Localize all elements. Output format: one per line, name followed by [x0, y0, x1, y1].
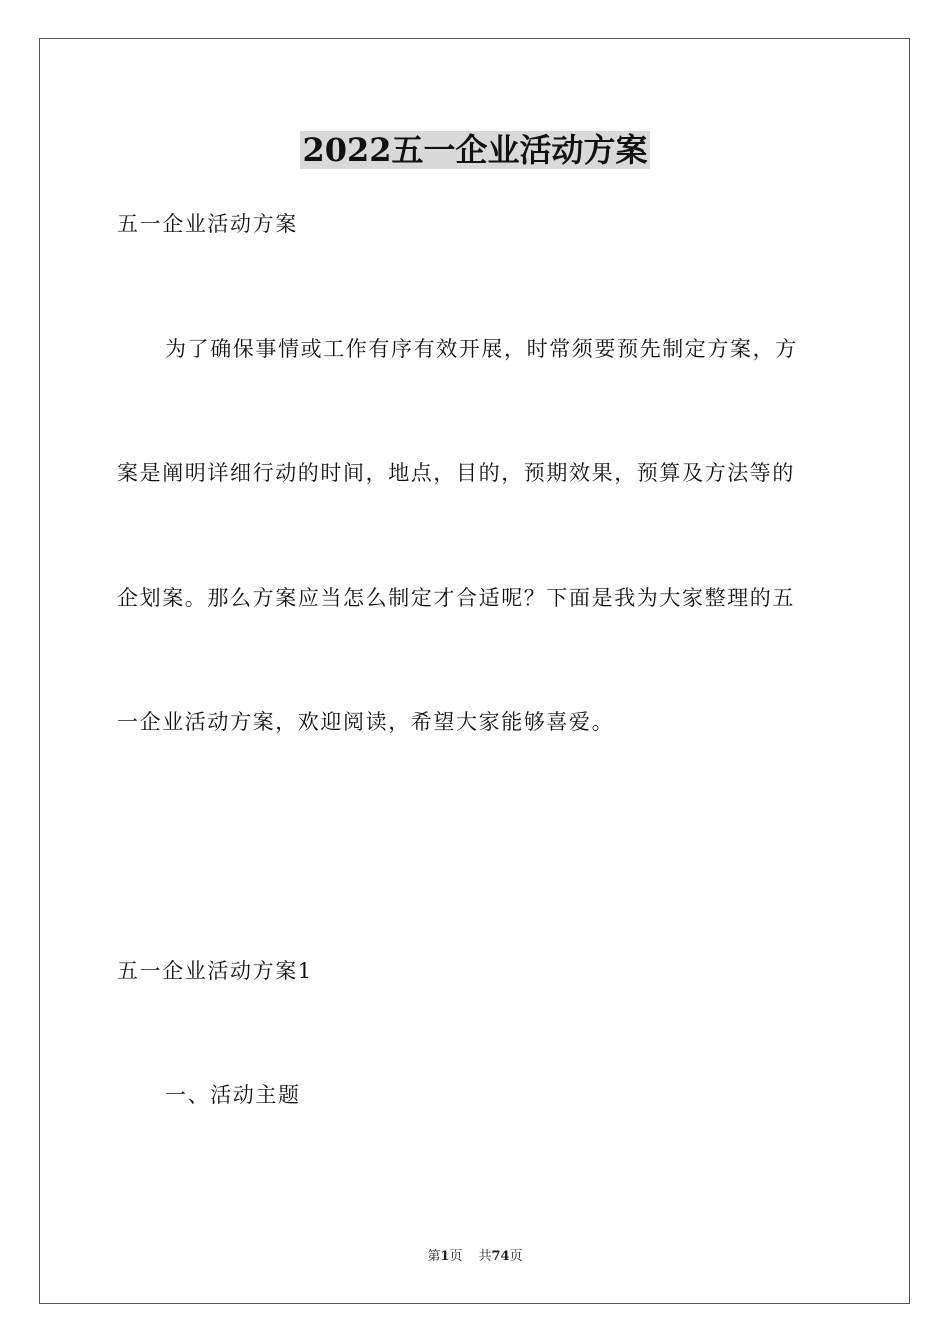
- footer-total-suffix: 页: [509, 1249, 523, 1264]
- paragraph-line-3: 企划案。那么方案应当怎么制定才合适呢？下面是我为大家整理的五: [117, 586, 795, 610]
- footer-page-number: 1: [440, 1249, 450, 1264]
- footer-page-prefix: 第: [427, 1249, 441, 1264]
- footer-total-prefix: 共: [478, 1249, 492, 1264]
- paragraph-line-1: 为了确保事情或工作有序有效开展，时常须要预先制定方案，方: [165, 337, 798, 361]
- section-heading: 五一企业活动方案1: [117, 959, 313, 983]
- footer-page-suffix: 页: [449, 1249, 463, 1264]
- document-title-text: 2022五一企业活动方案: [302, 131, 648, 169]
- page-footer: [0, 1248, 950, 1266]
- subsection-heading: 一、活动主题: [165, 1083, 301, 1107]
- document-title: [0, 130, 950, 170]
- footer-total-pages: 74: [491, 1249, 510, 1264]
- paragraph-line-4: 一企业活动方案，欢迎阅读，希望大家能够喜爱。: [117, 710, 615, 734]
- paragraph-line-2: 案是阐明详细行动的时间，地点，目的，预期效果，预算及方法等的: [117, 461, 795, 485]
- document-subtitle: 五一企业活动方案: [117, 212, 298, 236]
